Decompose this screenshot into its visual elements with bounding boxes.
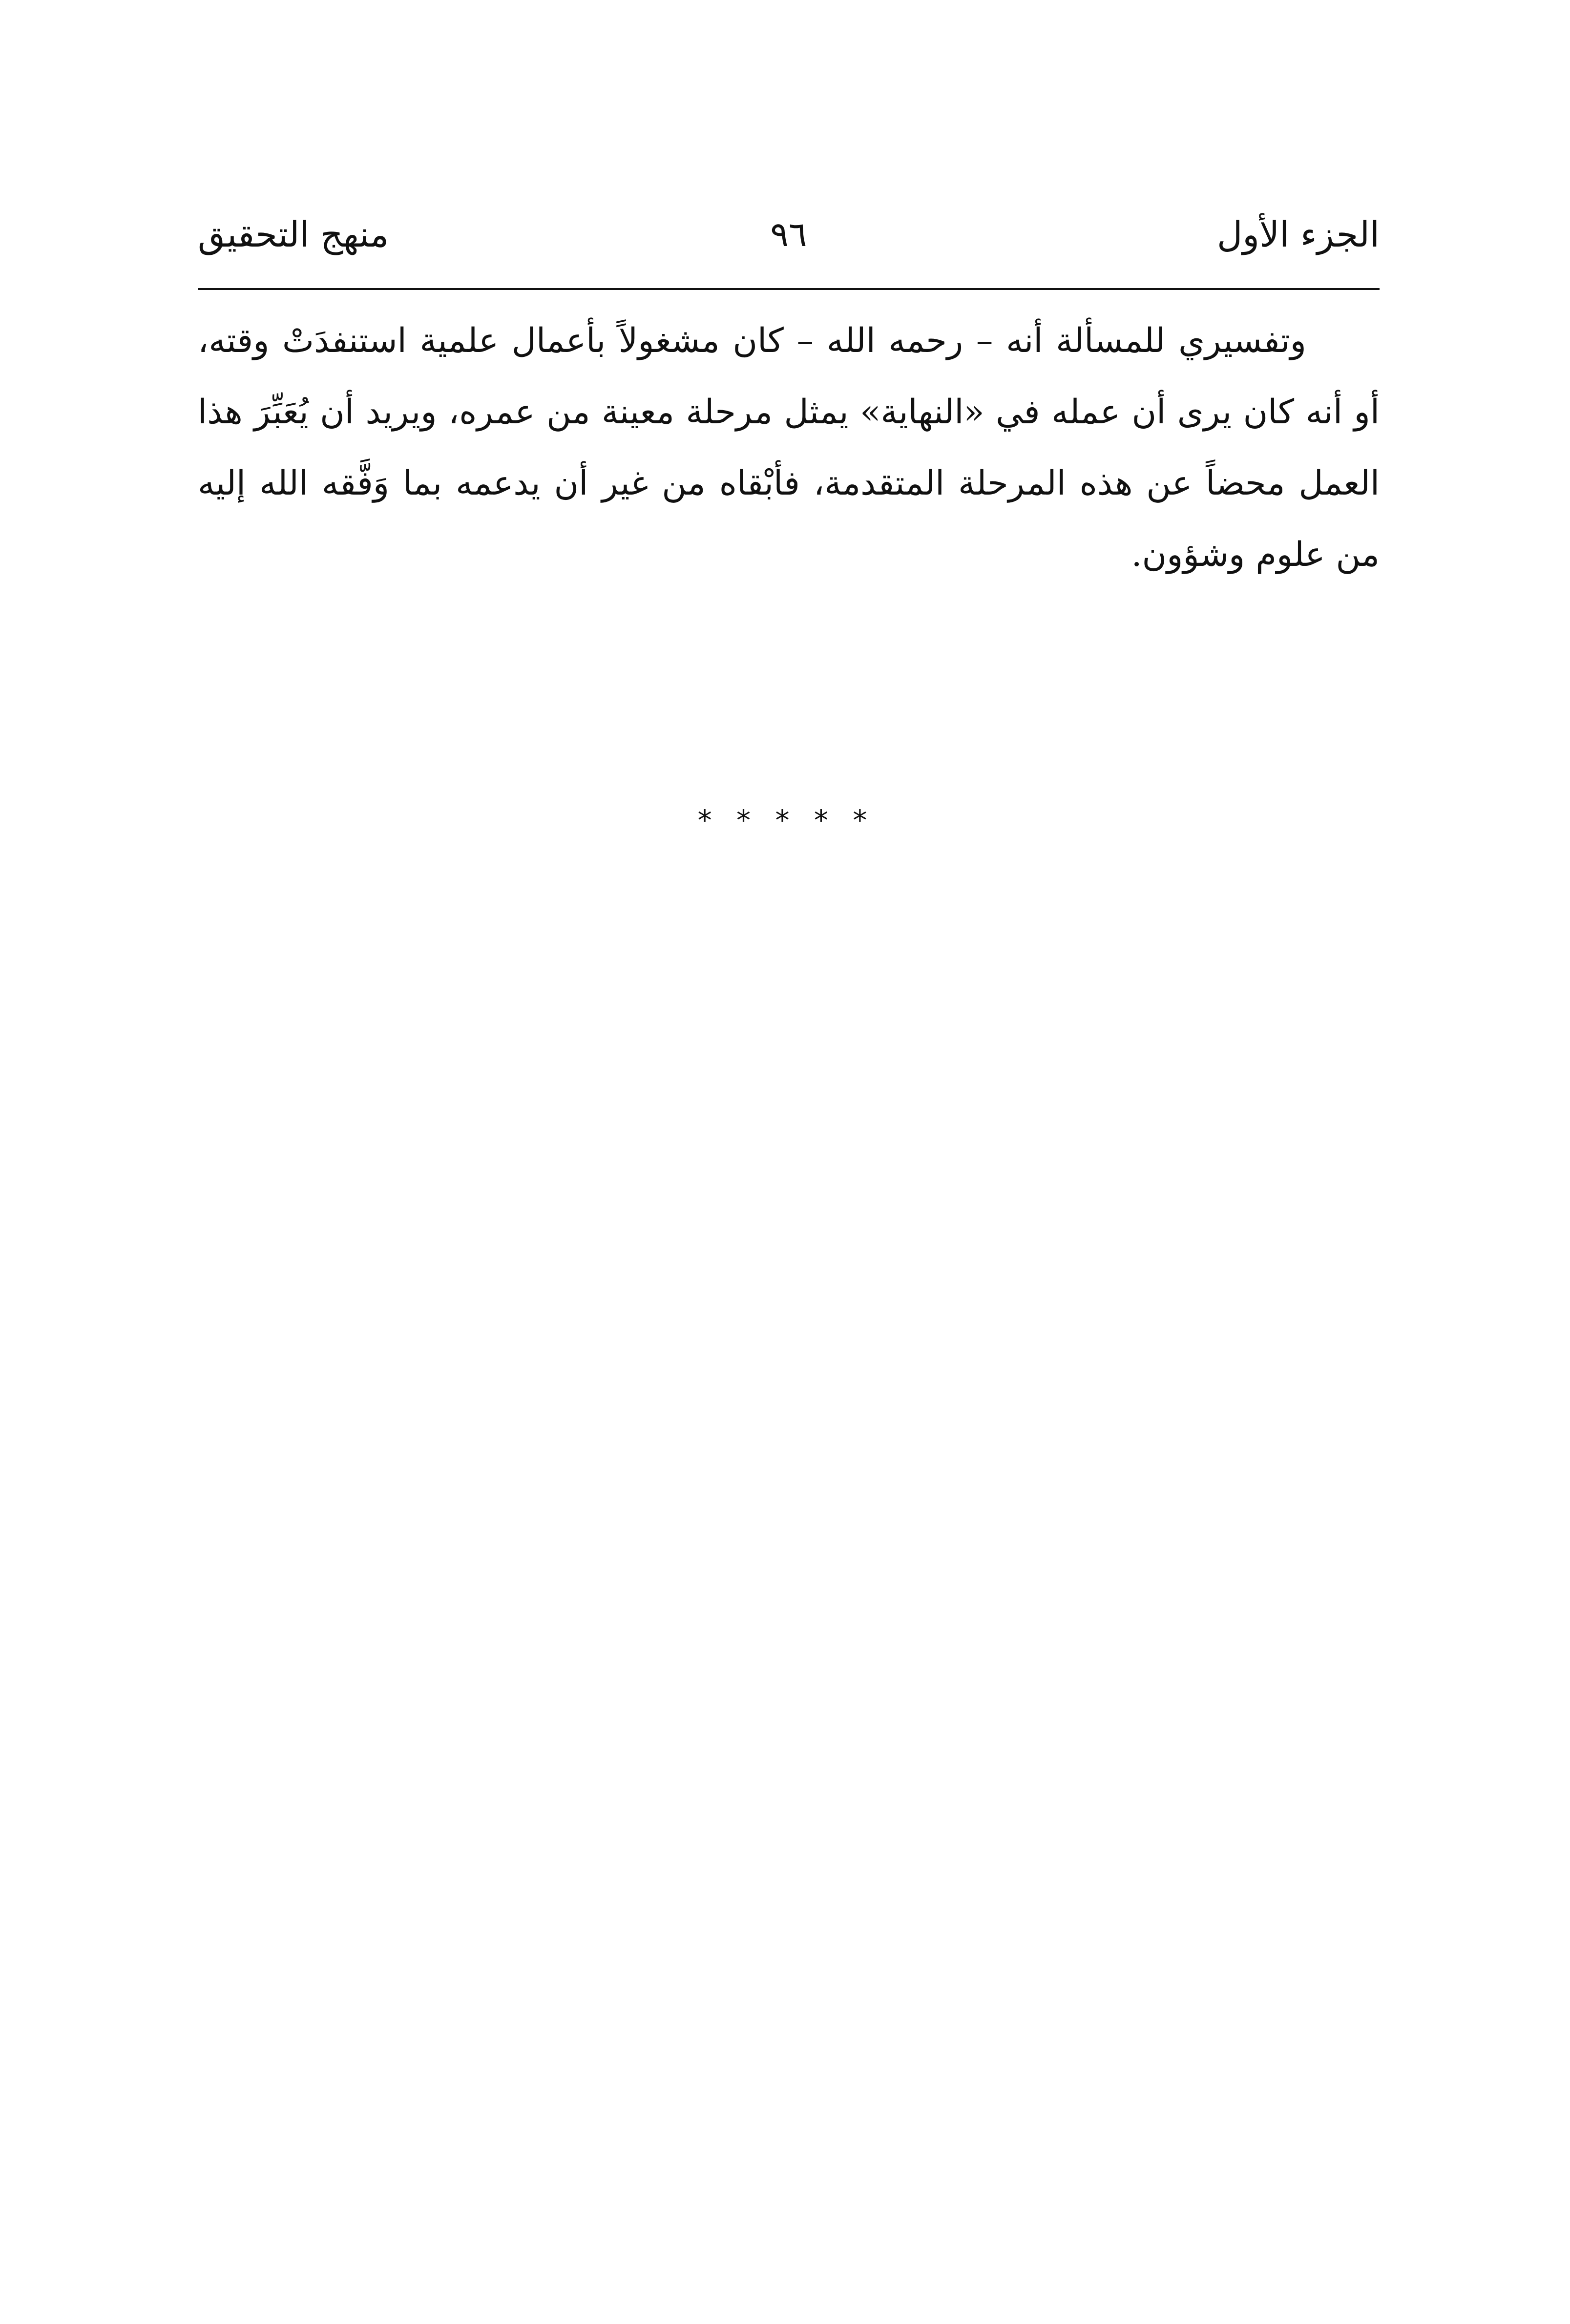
page-number: ٩٦ — [770, 214, 807, 254]
section-title: منهج التحقيق — [198, 214, 389, 255]
volume-title: الجزء الأول — [1216, 214, 1380, 255]
section-separator: * * * * * — [697, 804, 875, 837]
header-divider — [198, 288, 1380, 290]
main-paragraph: وتفسيري للمسألة أنه – رحمه الله – كان مشغولاً بأعمال علمية استنفدَتْ وقته، أو أنه كان يرى أن عمله في «النهاية» يمثل مرحلة معينة من عمره، ويريد أن يُعَبِّرَ هذا العمل محضاً عن هذه المرحلة المتقدمة، فأبْقاه من غير أن يدعمه بما وَفَّقه الله إليه من علوم وشؤون. — [198, 321, 1380, 574]
running-header — [198, 210, 1380, 273]
